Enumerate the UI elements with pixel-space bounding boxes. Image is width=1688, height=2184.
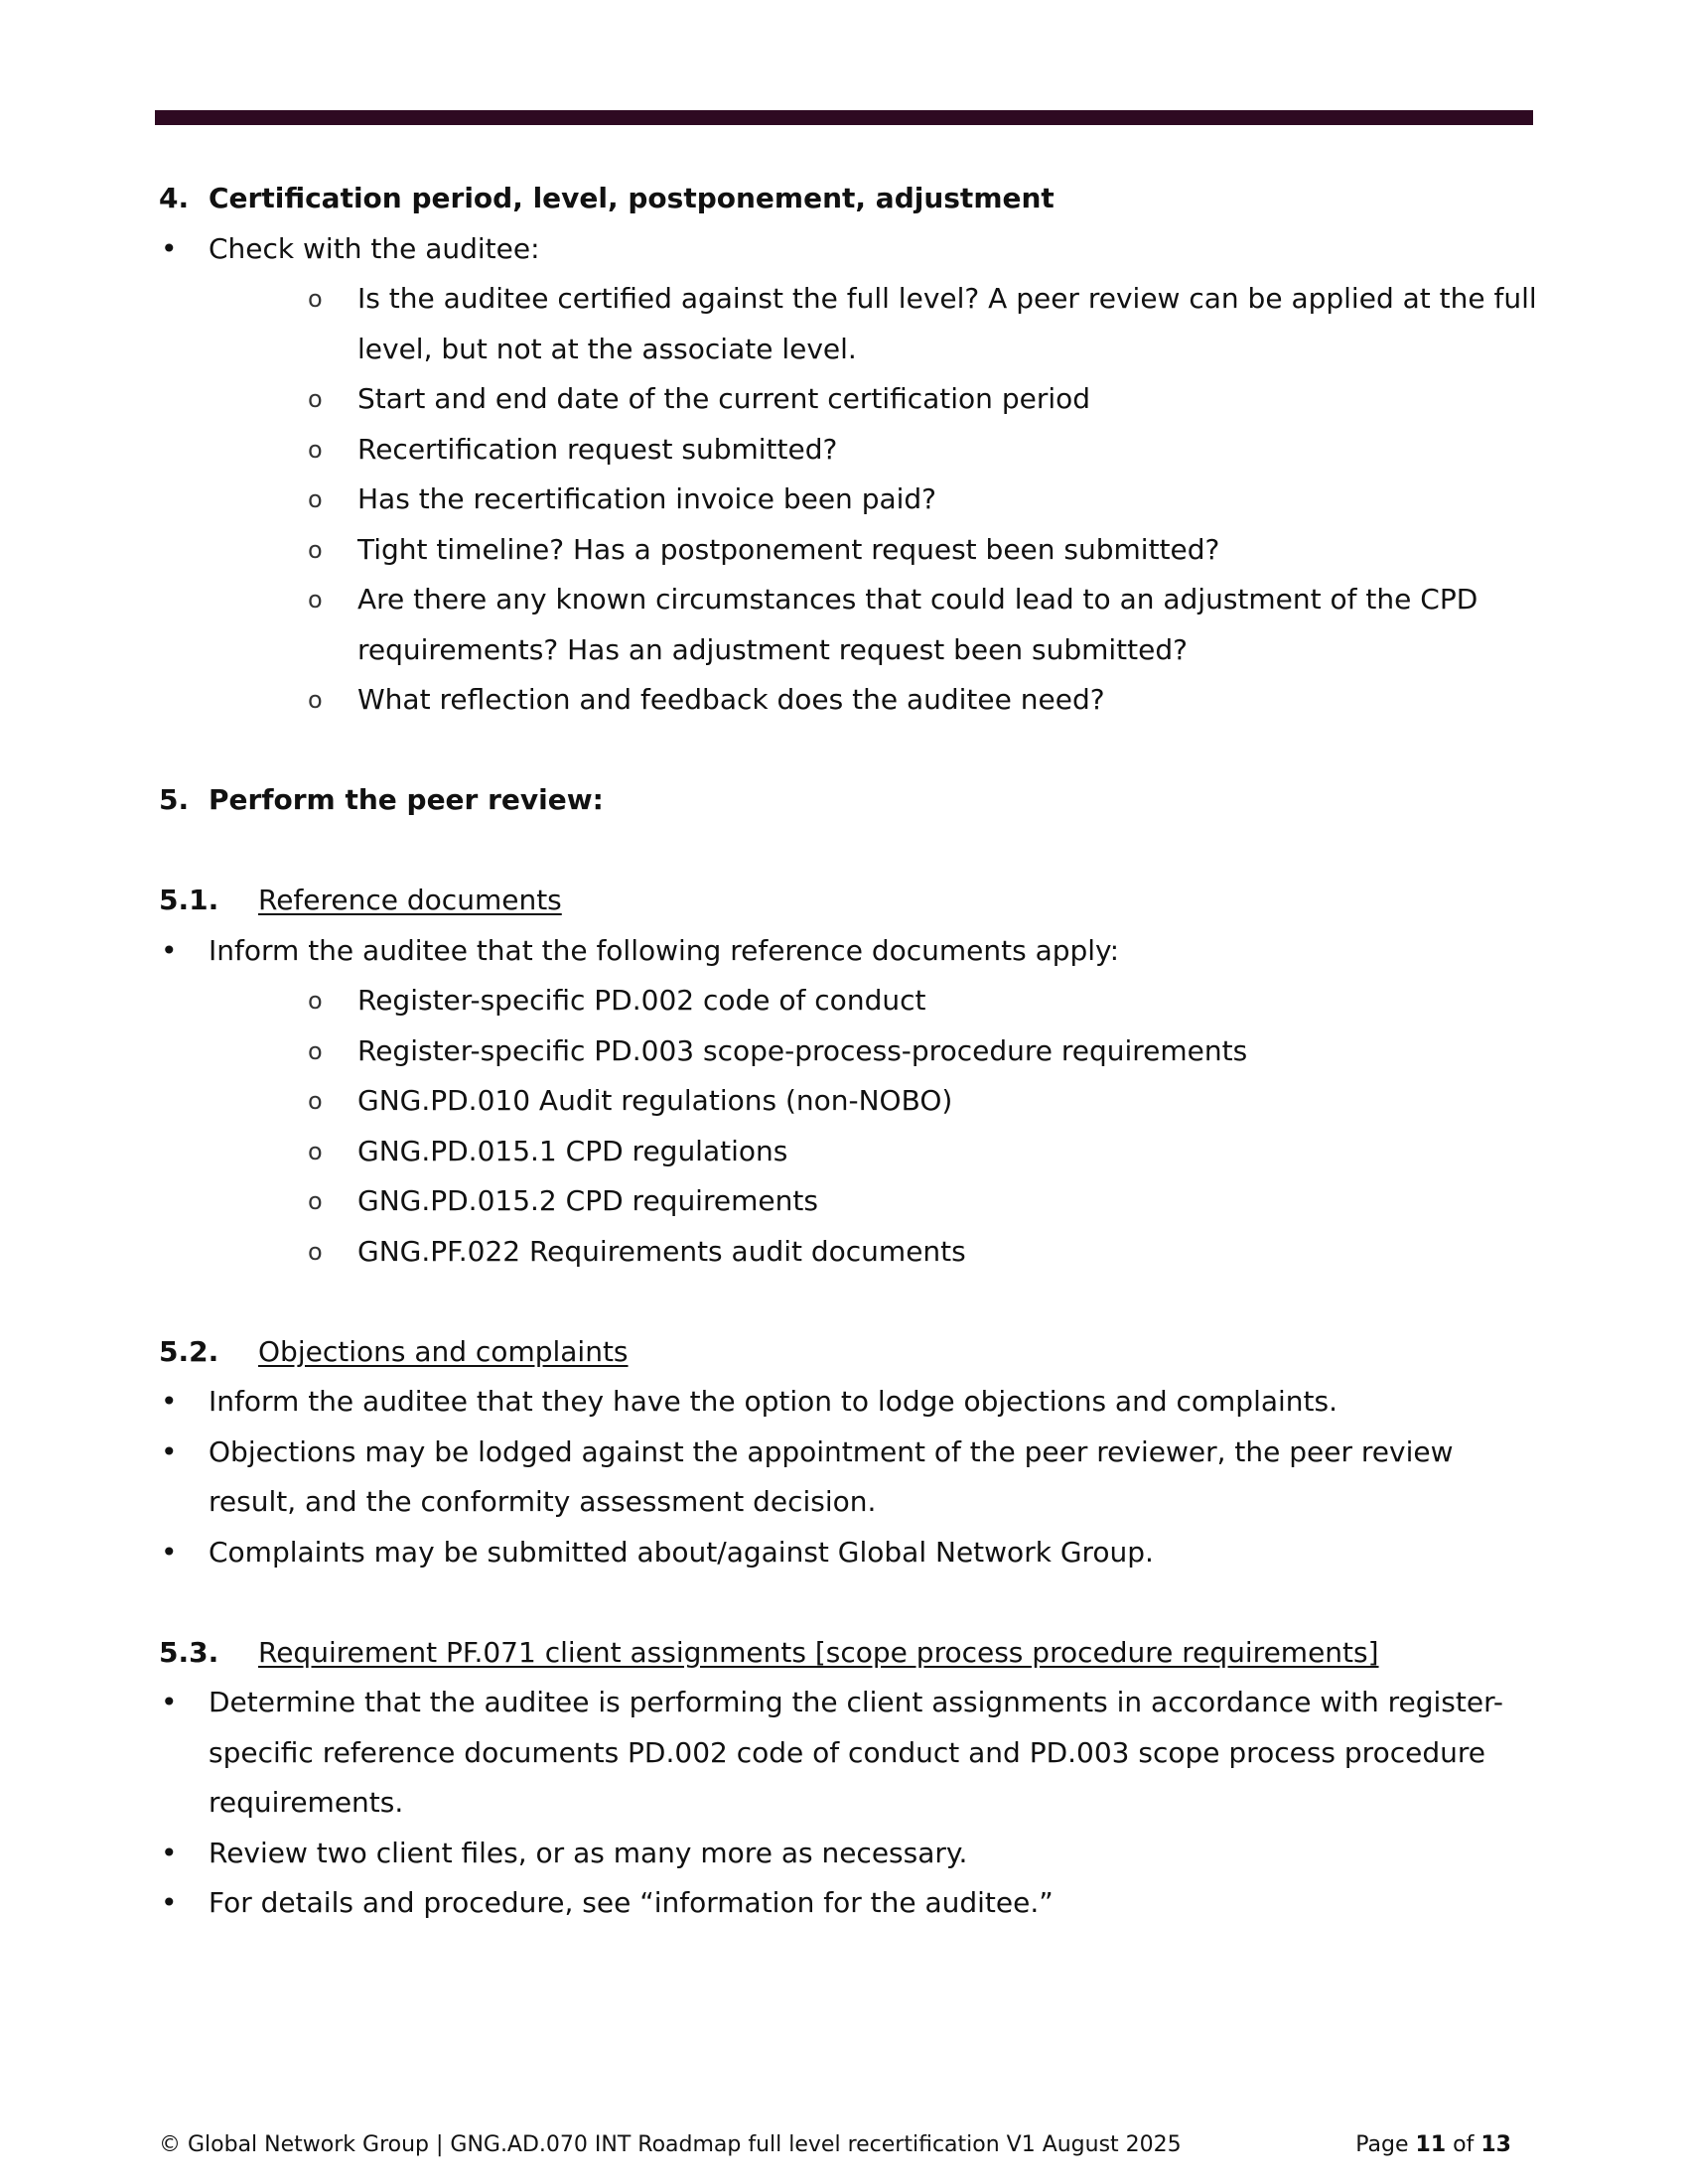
- bullet-icon: [159, 1377, 209, 1428]
- circle-bullet-icon: [308, 274, 357, 374]
- list-item: • Check with the auditee:: [159, 224, 1539, 275]
- circle-bullet-icon: [308, 525, 357, 576]
- page-footer: [159, 2132, 1511, 2157]
- section-4-heading: [159, 174, 1539, 224]
- sub-list-item: o GNG.PF.022 Requirements audit documents: [159, 1227, 1539, 1278]
- footer-copyright: © Global Network Group | GNG.AD.070 INT Roadmap full level recertification V1 August 2025: [159, 2132, 1182, 2157]
- sub-list-item: o Are there any known circumstances that could lead to an adjustment of the CPD requirements? Has an adjustment request been submitted?: [159, 575, 1539, 675]
- page-number: Page 11 of 13: [1355, 2132, 1511, 2157]
- circle-bullet-icon: [308, 1176, 357, 1227]
- list-item: • Review two client files, or as many more as necessary.: [159, 1829, 1539, 1879]
- header-rule: [155, 110, 1533, 125]
- section-title: Perform the peer review:: [209, 783, 604, 816]
- document-body: [159, 174, 1539, 1929]
- sub-list-item: o GNG.PD.015.1 CPD regulations: [159, 1127, 1539, 1177]
- circle-bullet-icon: [308, 1227, 357, 1278]
- subsection-title: Objections and complaints: [258, 1334, 629, 1368]
- list-item: • Determine that the auditee is performing the client assignments in accordance with register-specific reference documents PD.002 code of conduct and PD.003 scope process procedure requirements.: [159, 1678, 1539, 1829]
- subsection-5-3-heading: [159, 1628, 1539, 1679]
- section-number: 5.: [159, 783, 190, 816]
- circle-bullet-icon: [308, 575, 357, 675]
- circle-bullet-icon: [308, 425, 357, 476]
- list-item: • For details and procedure, see “information for the auditee.”: [159, 1878, 1539, 1929]
- circle-bullet-icon: [308, 1026, 357, 1077]
- list-item: • Objections may be lodged against the appointment of the peer reviewer, the peer review result, and the conformity assessment decision.: [159, 1428, 1539, 1528]
- circle-bullet-icon: [308, 675, 357, 726]
- sub-list-item: o GNG.PD.015.2 CPD requirements: [159, 1176, 1539, 1227]
- subsection-5-1-heading: [159, 876, 1539, 926]
- sub-list-item: o Is the auditee certified against the full level? A peer review can be applied at the full level, but not at the associate level.: [159, 274, 1539, 374]
- circle-bullet-icon: [308, 976, 357, 1026]
- bullet-icon: [159, 1428, 209, 1528]
- sub-list-item: o Register-specific PD.003 scope-process-procedure requirements: [159, 1026, 1539, 1077]
- bullet-icon: [159, 224, 209, 275]
- bullet-icon: [159, 1528, 209, 1578]
- section-title: Certification period, level, postponement, adjustment: [209, 182, 1055, 214]
- sub-list-item: o Register-specific PD.002 code of conduct: [159, 976, 1539, 1026]
- section-number: 4.: [159, 182, 190, 214]
- bullet-icon: [159, 1878, 209, 1929]
- circle-bullet-icon: [308, 1127, 357, 1177]
- sub-list-item: o What reflection and feedback does the auditee need?: [159, 675, 1539, 726]
- sub-list-item: o Recertification request submitted?: [159, 425, 1539, 476]
- subsection-title: Requirement PF.071 client assignments [scope process procedure requirements]: [258, 1635, 1379, 1669]
- subsection-number: 5.2.: [159, 1334, 219, 1368]
- circle-bullet-icon: [308, 1076, 357, 1127]
- subsection-number: 5.3.: [159, 1635, 219, 1669]
- sub-list-item: o Start and end date of the current certification period: [159, 374, 1539, 425]
- bullet-icon: [159, 1829, 209, 1879]
- section-5-heading: [159, 775, 1539, 826]
- circle-bullet-icon: [308, 475, 357, 525]
- sub-list-item: o Has the recertification invoice been paid?: [159, 475, 1539, 525]
- subsection-title: Reference documents: [258, 884, 562, 916]
- list-item: • Complaints may be submitted about/against Global Network Group.: [159, 1528, 1539, 1578]
- list-item: • Inform the auditee that they have the option to lodge objections and complaints.: [159, 1377, 1539, 1428]
- subsection-number: 5.1.: [159, 884, 219, 916]
- list-item: • Inform the auditee that the following reference documents apply:: [159, 926, 1539, 977]
- sub-list-item: o GNG.PD.010 Audit regulations (non-NOBO): [159, 1076, 1539, 1127]
- bullet-icon: [159, 926, 209, 977]
- sub-list-item: o Tight timeline? Has a postponement request been submitted?: [159, 525, 1539, 576]
- bullet-icon: [159, 1678, 209, 1829]
- circle-bullet-icon: [308, 374, 357, 425]
- subsection-5-2-heading: [159, 1327, 1539, 1378]
